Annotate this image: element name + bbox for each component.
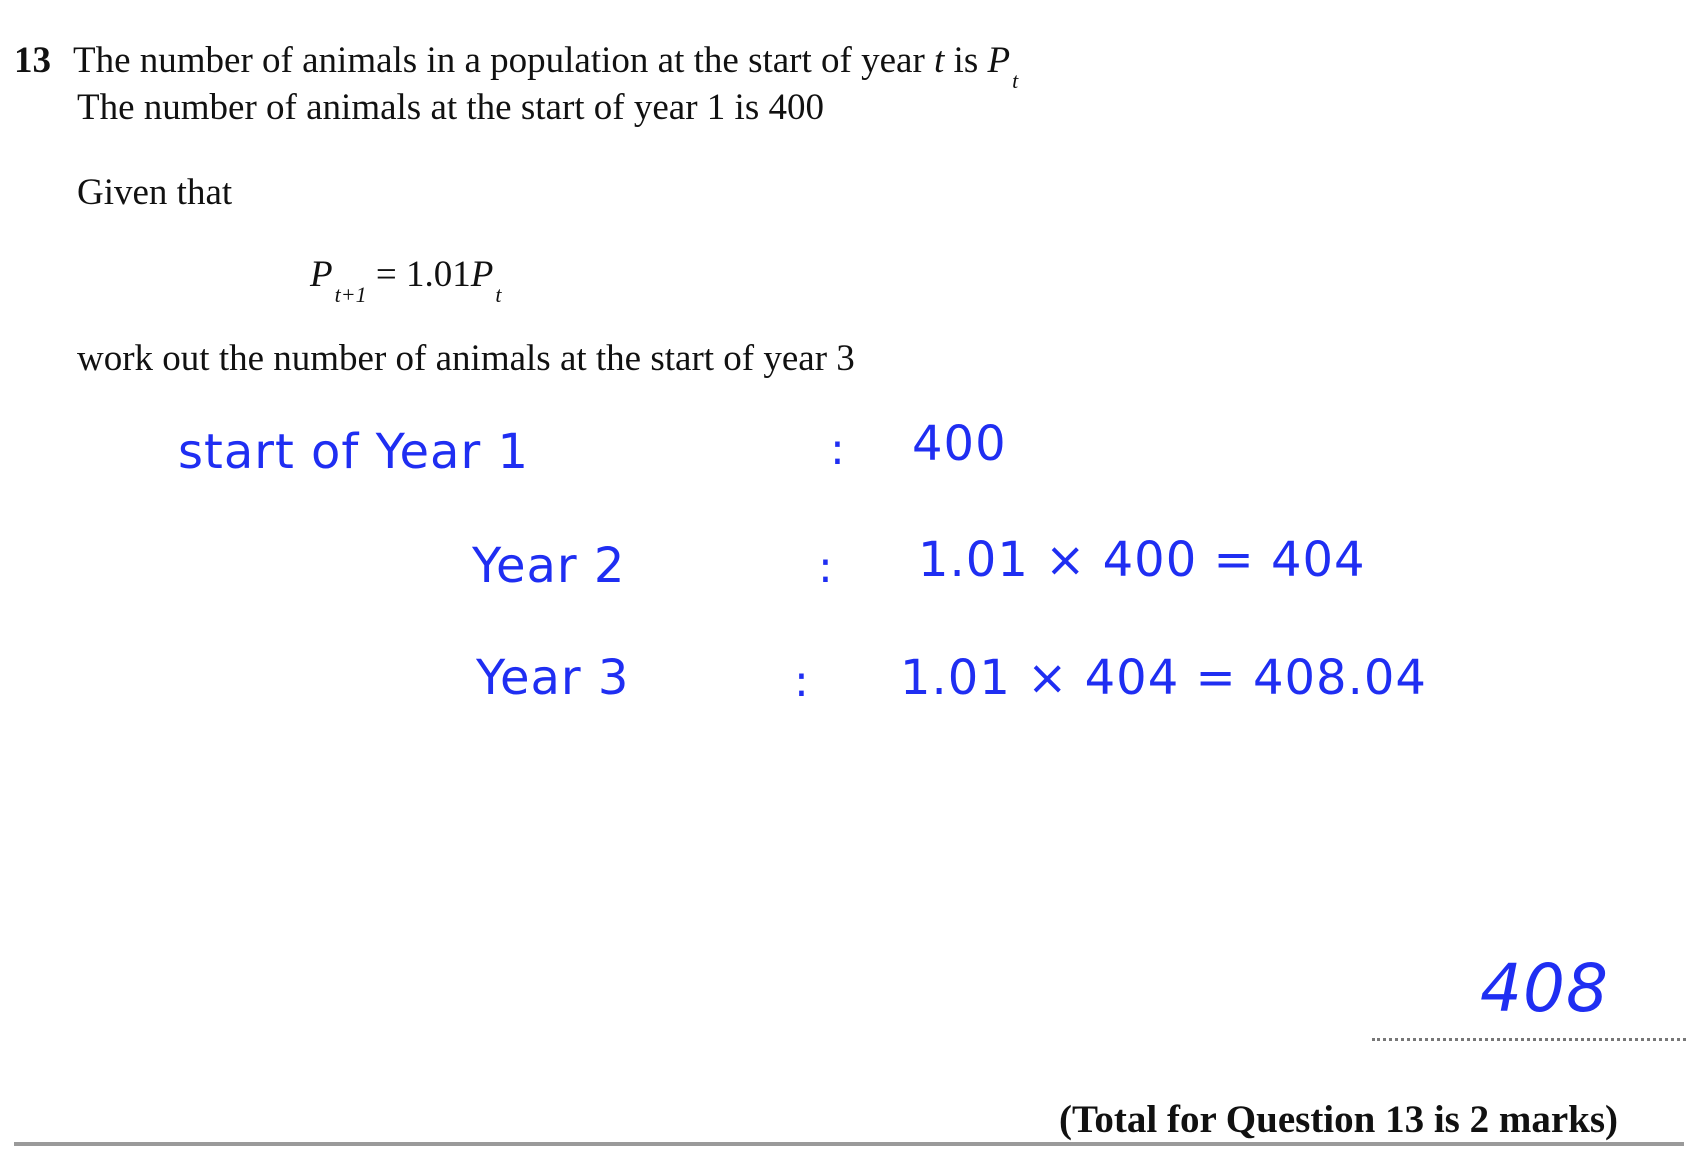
handwritten-row3-value: 1.01 × 404 = 408.04 (900, 650, 1427, 706)
handwritten-row3-label: Year 3 (476, 650, 630, 706)
formula-rhs-var: P (470, 254, 494, 295)
question-line-1-text: The number of animals in a population at the start of year (73, 40, 935, 81)
recurrence-formula (310, 254, 502, 307)
variable-p-subscript: t (1012, 68, 1019, 93)
answer-dotted-line (1372, 1038, 1686, 1041)
handwritten-row1-value: 400 (912, 416, 1007, 472)
handwritten-row1-colon: : (830, 424, 846, 475)
handwritten-row2-colon: : (818, 542, 834, 593)
handwritten-row3-colon: : (794, 656, 810, 707)
formula-middle: = 1.01 (366, 254, 471, 295)
handwritten-row2-value: 1.01 × 400 = 404 (918, 532, 1366, 588)
task-text: work out the number of animals at the start of year 3 (77, 338, 855, 379)
question-line-2: The number of animals at the start of year 1 is 400 (77, 87, 824, 128)
formula-lhs-var: P (310, 254, 333, 295)
bottom-rule (14, 1142, 1684, 1146)
handwritten-row2-label: Year 2 (472, 538, 626, 594)
question-line-1 (14, 40, 1019, 93)
formula-lhs-sub: t+1 (334, 282, 367, 307)
handwritten-final-answer: 408 (1480, 950, 1609, 1027)
given-that: Given that (77, 172, 233, 213)
question-number: 13 (14, 40, 51, 81)
variable-p: P (987, 40, 1011, 81)
handwritten-row1-label: start of Year 1 (178, 424, 529, 480)
formula-rhs-sub: t (495, 282, 502, 307)
question-line-1-is: is (944, 40, 988, 81)
total-marks: (Total for Question 13 is 2 marks) (1058, 1098, 1618, 1141)
variable-t: t (934, 40, 945, 81)
